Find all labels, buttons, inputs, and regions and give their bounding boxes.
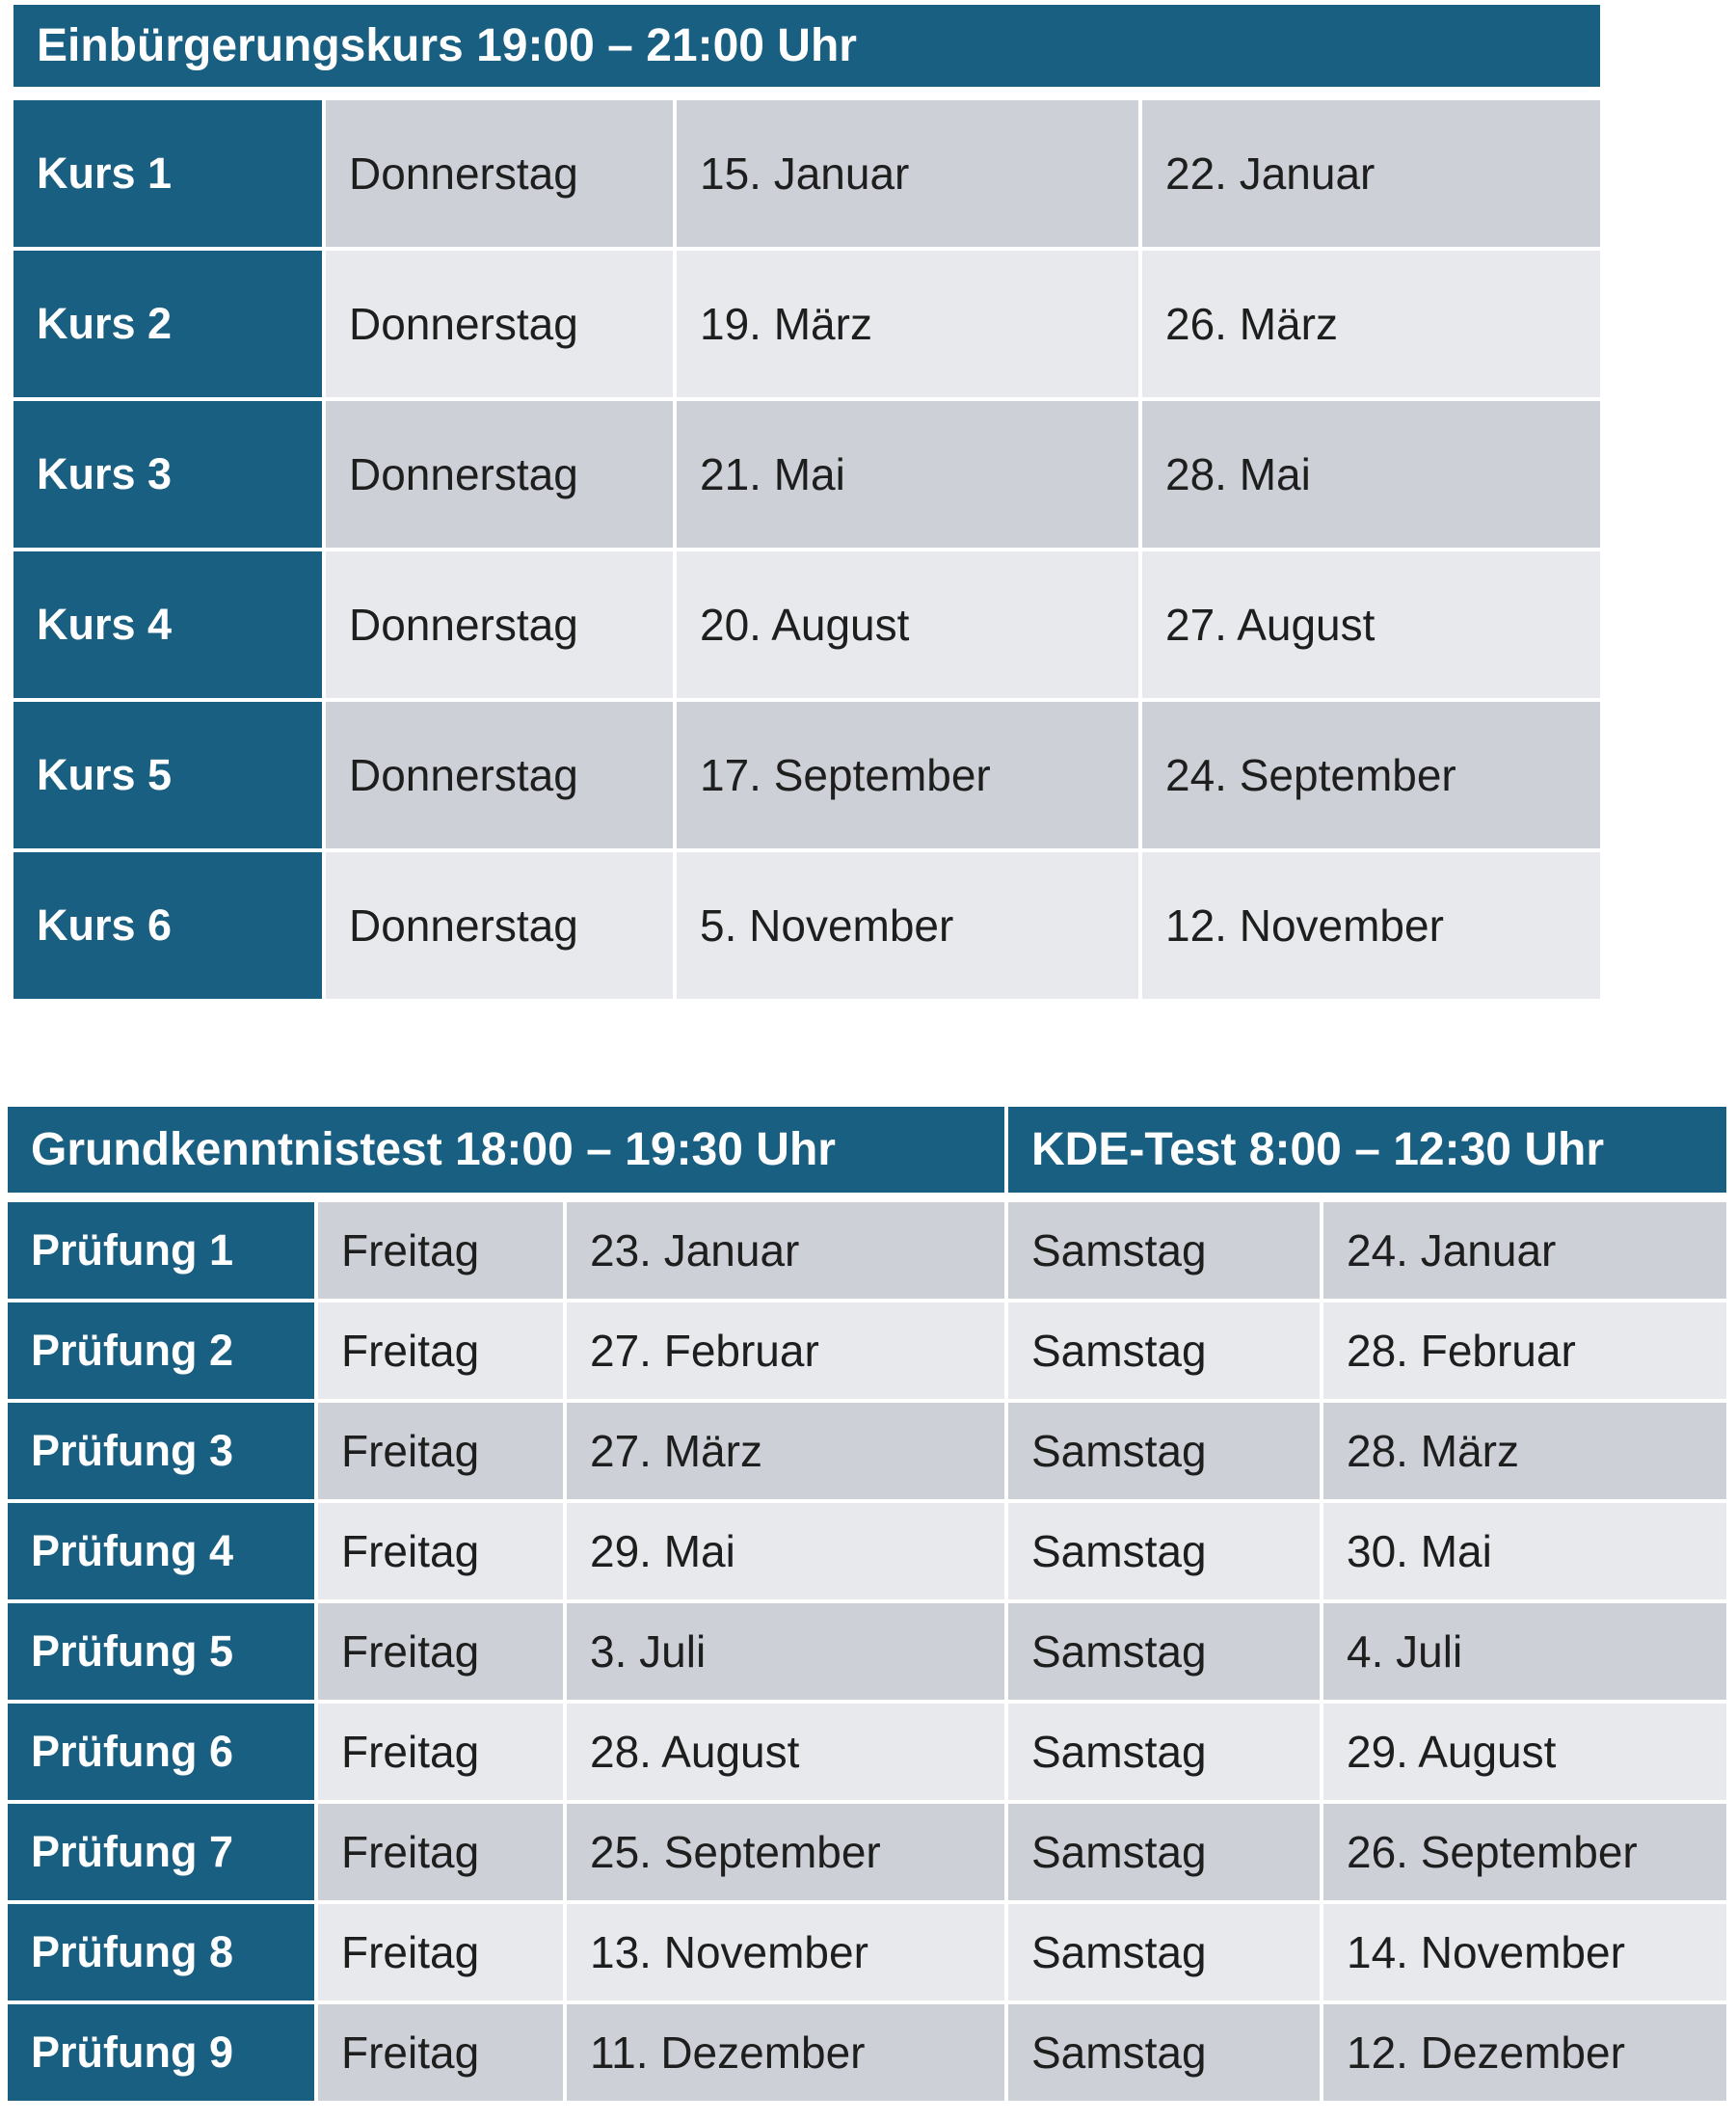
kurs-label: Kurs 3	[13, 401, 322, 548]
pruefung-label: Prüfung 3	[8, 1403, 314, 1499]
kde-test-date: 28. März	[1323, 1403, 1726, 1499]
pruefung-label: Prüfung 5	[8, 1603, 314, 1700]
kurs-label: Kurs 2	[13, 251, 322, 397]
kurs-date-1: 17. September	[677, 702, 1138, 848]
kurs-day: Donnerstag	[326, 401, 673, 548]
grundkenntnistest-date: 29. Mai	[567, 1503, 1004, 1599]
kurs-day: Donnerstag	[326, 251, 673, 397]
grundkenntnistest-day: Freitag	[318, 1804, 563, 1900]
kde-test-date: 28. Februar	[1323, 1302, 1726, 1399]
kde-test-date: 24. Januar	[1323, 1202, 1726, 1299]
pruefungen-table	[8, 1107, 1729, 2101]
grundkenntnistest-date: 13. November	[567, 1904, 1004, 2000]
kurs-day: Donnerstag	[326, 702, 673, 848]
kurs-date-2: 28. Mai	[1142, 401, 1600, 548]
kurs-date-2: 27. August	[1142, 551, 1600, 698]
kurs-date-2: 22. Januar	[1142, 100, 1600, 247]
kde-test-day: Samstag	[1008, 1302, 1320, 1399]
grundkenntnistest-date: 27. Februar	[567, 1302, 1004, 1399]
kde-test-date: 30. Mai	[1323, 1503, 1726, 1599]
kurs-date-1: 5. November	[677, 852, 1138, 999]
kde-test-day: Samstag	[1008, 1503, 1320, 1599]
kurs-label: Kurs 5	[13, 702, 322, 848]
kurs-day: Donnerstag	[326, 100, 673, 247]
pruefung-label: Prüfung 6	[8, 1704, 314, 1800]
grundkenntnistest-day: Freitag	[318, 1503, 563, 1599]
kurs-date-1: 21. Mai	[677, 401, 1138, 548]
kurs-day: Donnerstag	[326, 551, 673, 698]
grundkenntnistest-date: 3. Juli	[567, 1603, 1004, 1700]
grundkenntnistest-day: Freitag	[318, 1704, 563, 1800]
pruefung-label: Prüfung 4	[8, 1503, 314, 1599]
grundkenntnistest-date: 11. Dezember	[567, 2004, 1004, 2101]
kurs-date-1: 15. Januar	[677, 100, 1138, 247]
pruefung-label: Prüfung 9	[8, 2004, 314, 2101]
kde-test-day: Samstag	[1008, 1804, 1320, 1900]
pruefung-label: Prüfung 2	[8, 1302, 314, 1399]
grundkenntnistest-date: 27. März	[567, 1403, 1004, 1499]
pruefung-label: Prüfung 7	[8, 1804, 314, 1900]
kurs-date-1: 20. August	[677, 551, 1138, 698]
grundkenntnistest-day: Freitag	[318, 2004, 563, 2101]
einbuergerungskurs-title: Einbürgerungskurs 19:00 – 21:00 Uhr	[13, 5, 1600, 87]
grundkenntnistest-date: 25. September	[567, 1804, 1004, 1900]
kurs-label: Kurs 4	[13, 551, 322, 698]
grundkenntnistest-day: Freitag	[318, 1302, 563, 1399]
grundkenntnistest-title: Grundkenntnistest 18:00 – 19:30 Uhr	[8, 1107, 1004, 1193]
kde-test-day: Samstag	[1008, 1904, 1320, 2000]
grundkenntnistest-date: 23. Januar	[567, 1202, 1004, 1299]
kurs-date-1: 19. März	[677, 251, 1138, 397]
kurs-label: Kurs 6	[13, 852, 322, 999]
kurs-date-2: 12. November	[1142, 852, 1600, 999]
kurs-date-2: 24. September	[1142, 702, 1600, 848]
kde-test-date: 14. November	[1323, 1904, 1726, 2000]
pruefung-label: Prüfung 8	[8, 1904, 314, 2000]
einbuergerungskurs-table	[13, 5, 1604, 999]
grundkenntnistest-day: Freitag	[318, 1403, 563, 1499]
grundkenntnistest-day: Freitag	[318, 1202, 563, 1299]
kde-test-date: 12. Dezember	[1323, 2004, 1726, 2101]
kde-test-day: Samstag	[1008, 2004, 1320, 2101]
kurs-day: Donnerstag	[326, 852, 673, 999]
kde-test-day: Samstag	[1008, 1202, 1320, 1299]
kde-test-day: Samstag	[1008, 1704, 1320, 1800]
grundkenntnistest-day: Freitag	[318, 1904, 563, 2000]
kurs-label: Kurs 1	[13, 100, 322, 247]
grundkenntnistest-day: Freitag	[318, 1603, 563, 1700]
kde-test-date: 29. August	[1323, 1704, 1726, 1800]
kde-test-date: 26. September	[1323, 1804, 1726, 1900]
kurs-date-2: 26. März	[1142, 251, 1600, 397]
kde-test-day: Samstag	[1008, 1403, 1320, 1499]
pruefung-label: Prüfung 1	[8, 1202, 314, 1299]
kde-test-title: KDE-Test 8:00 – 12:30 Uhr	[1008, 1107, 1726, 1193]
kde-test-date: 4. Juli	[1323, 1603, 1726, 1700]
kde-test-day: Samstag	[1008, 1603, 1320, 1700]
grundkenntnistest-date: 28. August	[567, 1704, 1004, 1800]
